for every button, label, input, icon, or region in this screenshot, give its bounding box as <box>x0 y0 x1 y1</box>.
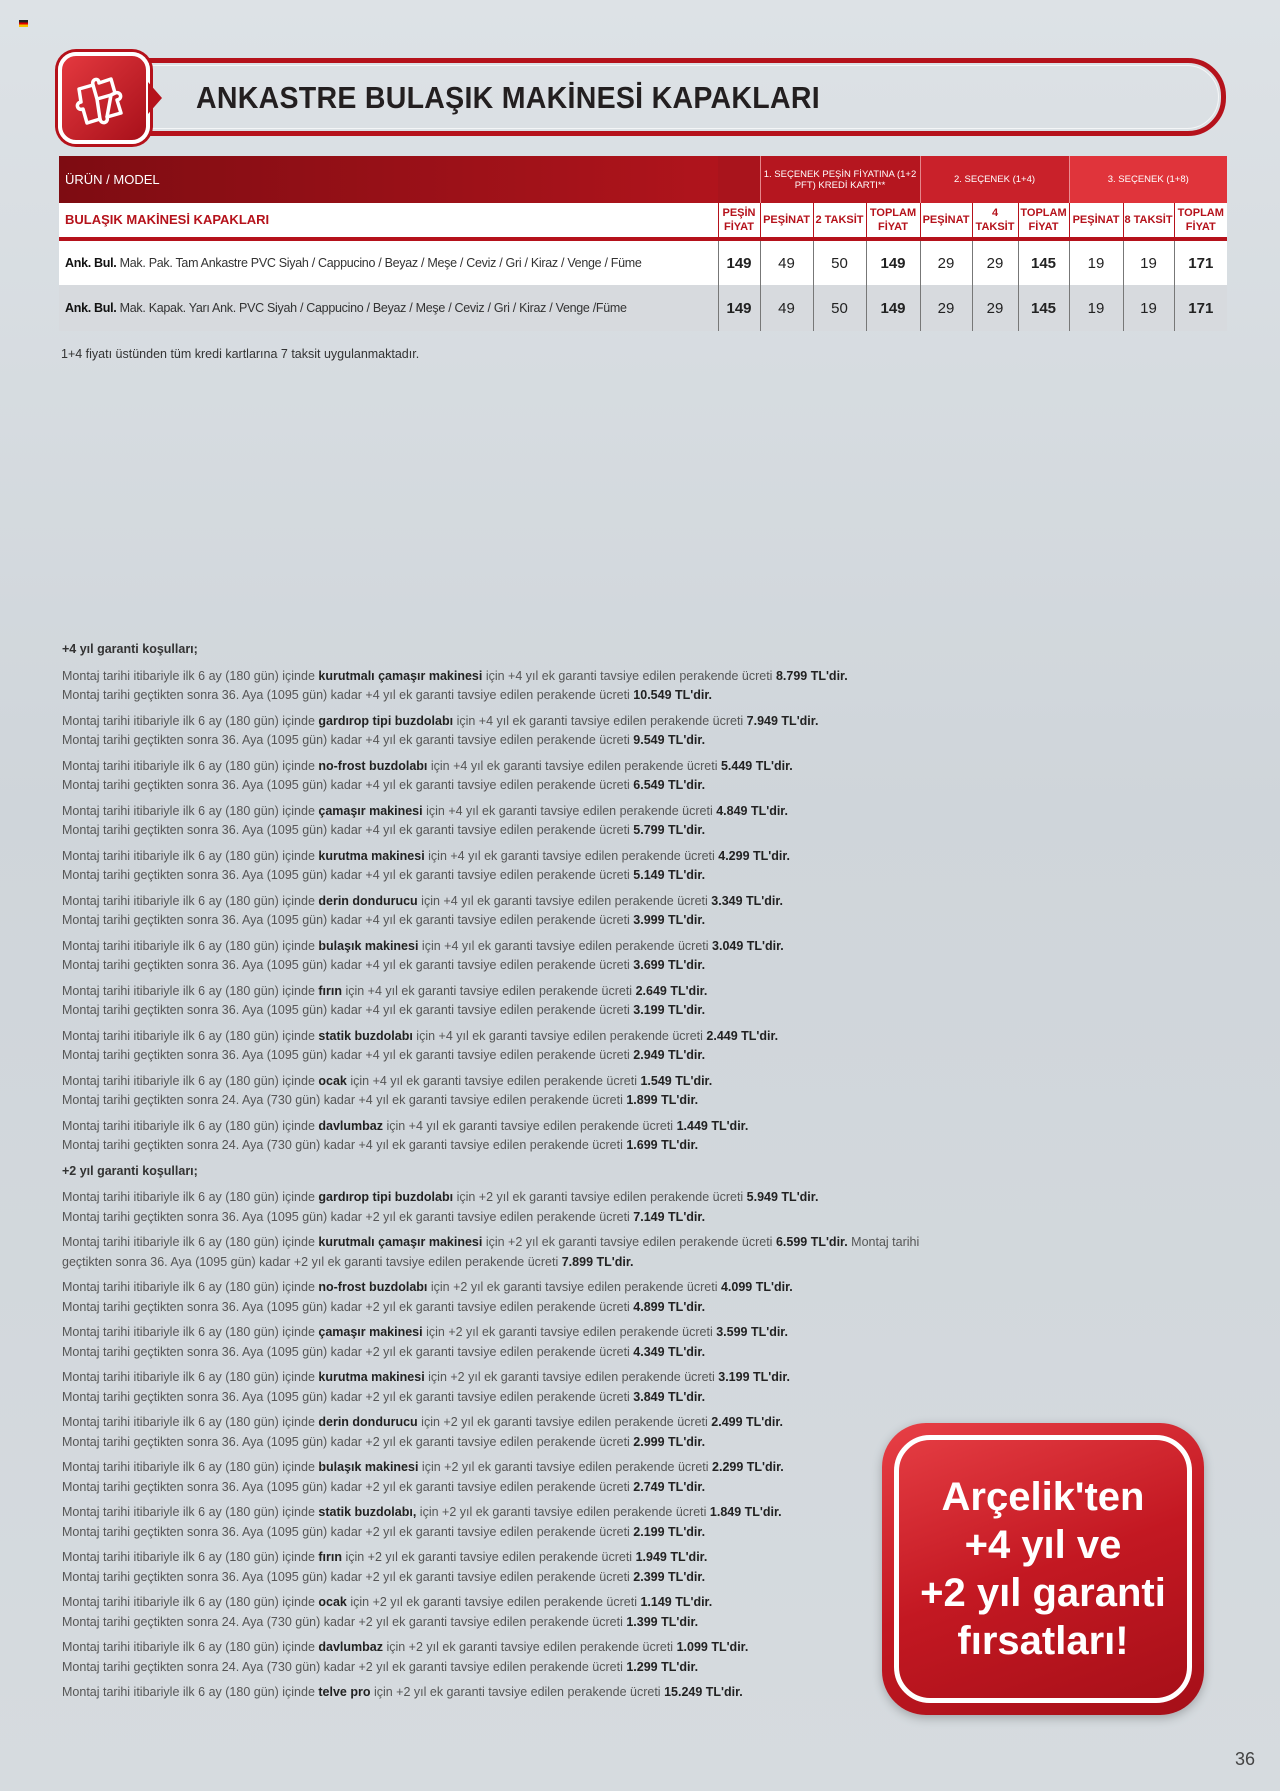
warranty-product: statik buzdolabı <box>318 1028 413 1043</box>
warranty-price1: 4.849 TL'dir. <box>716 803 788 818</box>
col-header: TOPLAM FİYAT <box>1018 203 1069 239</box>
table-cell: 19 <box>1123 285 1174 331</box>
table-cell: 49 <box>760 239 813 285</box>
puzzle-icon <box>73 67 135 129</box>
warranty2-list <box>62 1188 942 1703</box>
warranty-price2: 2.749 TL'dir. <box>633 1479 706 1494</box>
warranty-product: derin dondurucu <box>318 1415 418 1429</box>
warranty-mid: için +2 yıl ek garanti tavsiye edilen perakende ücreti <box>416 1505 710 1519</box>
warranty-line2: Montaj tarihi geçtikten sonra 24. Aya (730 gün) kadar +4 yıl ek garanti tavsiye edilen perakende ücreti <box>62 1138 627 1152</box>
table-cell: 149 <box>866 239 920 285</box>
warranty2-heading: +2 yıl garanti koşulları; <box>62 1163 198 1178</box>
warranty-pre: Montaj tarihi itibariyle ilk 6 ay (180 gün) içinde <box>62 1235 319 1249</box>
warranty-mid: için +2 yıl ek garanti tavsiye edilen perakende ücreti <box>341 1550 636 1564</box>
warranty-item <box>62 1683 942 1703</box>
warranty-mid: için +4 yıl ek garanti tavsiye edilen perakende ücreti <box>412 1028 707 1043</box>
warranty-terms <box>62 640 942 1709</box>
warranty-mid: için +4 yıl ek garanti tavsiye edilen perakende ücreti <box>424 848 719 863</box>
warranty-product: kurutmalı çamaşır makinesi <box>318 668 483 683</box>
warranty-item <box>62 1458 942 1497</box>
warranty-product: kurutmalı çamaşır makinesi <box>318 1235 483 1249</box>
warranty-line2: Montaj tarihi geçtikten sonra 36. Aya (1095 gün) kadar +4 yıl ek garanti tavsiye edilen perakende ücreti <box>62 958 634 972</box>
warranty-price2: 1.399 TL'dir. <box>626 1614 699 1629</box>
warranty-price2: 10.549 TL'dir. <box>633 688 713 702</box>
warranty-item <box>62 1548 942 1587</box>
warranty-pre: Montaj tarihi itibariyle ilk 6 ay (180 gün) içinde <box>62 668 319 683</box>
warranty-mid: için +4 yıl ek garanti tavsiye edilen perakende ücreti <box>427 758 721 773</box>
warranty-price2: 3.999 TL'dir. <box>633 913 706 927</box>
installment-note: 1+4 fiyatı üstünden tüm kredi kartlarına 7 taksit uygulanmaktadır. <box>61 347 420 361</box>
warranty-price1: 7.949 TL'dir. <box>746 713 819 728</box>
warranty-mid: için +2 yıl ek garanti tavsiye edilen perakende ücreti <box>424 1370 719 1384</box>
warranty-product: fırın <box>318 983 342 998</box>
warranty-mid: için +2 yıl ek garanti tavsiye edilen perakende ücreti <box>453 1190 747 1204</box>
warranty-price1: 1.849 TL'dir. <box>709 1505 782 1519</box>
warranty-line2: Montaj tarihi geçtikten sonra 36. Aya (1095 gün) kadar +2 yıl ek garanti tavsiye edilen perakende ücreti <box>62 1389 634 1404</box>
table-cell: 19 <box>1069 285 1123 331</box>
page-title: ANKASTRE BULAŞIK MAKİNESİ KAPAKLARI <box>196 80 820 115</box>
warranty-pre: Montaj tarihi itibariyle ilk 6 ay (180 gün) içinde <box>62 1550 319 1564</box>
page-number: 36 <box>1235 1749 1256 1769</box>
warranty-line2: Montaj tarihi geçtikten sonra 36. Aya (1095 gün) kadar +4 yıl ek garanti tavsiye edilen perakende ücreti <box>62 1003 634 1017</box>
warranty-line2: Montaj tarihi geçtikten sonra 36. Aya (1095 gün) kadar +4 yıl ek garanti tavsiye edilen perakende ücreti <box>62 868 634 882</box>
logo-arrow <box>148 82 162 114</box>
table-cell: 149 <box>866 285 920 331</box>
table-cell: 29 <box>972 239 1018 285</box>
warranty-item <box>62 667 942 706</box>
table-cell: 145 <box>1018 285 1069 331</box>
warranty-product: no-frost buzdolabı <box>318 758 428 773</box>
warranty-price1: 3.049 TL'dir. <box>712 938 784 953</box>
warranty-price1: 5.949 TL'dir. <box>746 1190 819 1204</box>
table-cell: 145 <box>1018 239 1069 285</box>
warranty-price2: 2.999 TL'dir. <box>633 1434 706 1449</box>
warranty-product: no-frost buzdolabı <box>318 1280 428 1294</box>
warranty-item <box>62 892 942 931</box>
warranty-price2: 1.899 TL'dir. <box>626 1093 699 1107</box>
warranty-price2: 2.399 TL'dir. <box>633 1569 706 1584</box>
warranty-product: kurutma makinesi <box>318 848 425 863</box>
warranty-mid: için +2 yıl ek garanti tavsiye edilen perakende ücreti <box>417 1415 712 1429</box>
warranty-item <box>62 937 942 976</box>
warranty-product: davlumbaz <box>318 1640 383 1654</box>
option1-header: 1. SEÇENEK PEŞİN FİYATINA (1+2 PFT) KREDİ KARTI** <box>760 156 920 203</box>
col-header: 4 TAKSİT <box>972 203 1018 239</box>
warranty-price2: 9.549 TL'dir. <box>633 733 706 747</box>
promo-text <box>920 1473 1166 1665</box>
warranty-price1: 3.599 TL'dir. <box>716 1325 788 1339</box>
warranty-pre: Montaj tarihi itibariyle ilk 6 ay (180 gün) içinde <box>62 1190 319 1204</box>
warranty-price2: 2.949 TL'dir. <box>633 1048 706 1062</box>
warranty-pre: Montaj tarihi itibariyle ilk 6 ay (180 gün) içinde <box>62 1505 319 1519</box>
warranty-price2: 3.849 TL'dir. <box>633 1389 706 1404</box>
warranty-mid: için +2 yıl ek garanti tavsiye edilen perakende ücreti <box>418 1460 713 1474</box>
warranty-mid: için +2 yıl ek garanti tavsiye edilen perakende ücreti <box>346 1595 641 1609</box>
warranty-line2: Montaj tarihi geçtikten sonra 36. Aya (1095 gün) kadar +2 yıl ek garanti tavsiye edilen perakende ücreti <box>62 1434 634 1449</box>
table-cell: 19 <box>1123 239 1174 285</box>
warranty-price1: 6.599 TL'dir. <box>775 1235 848 1249</box>
col-header: PEŞİNAT <box>920 203 972 239</box>
warranty-item <box>62 1027 942 1066</box>
table-cell: 29 <box>972 285 1018 331</box>
warranty-mid: için +4 yıl ek garanti tavsiye edilen perakende ücreti <box>418 938 713 953</box>
warranty-price1: 2.449 TL'dir. <box>706 1028 779 1043</box>
warranty-pre: Montaj tarihi itibariyle ilk 6 ay (180 gün) içinde <box>62 893 319 908</box>
promo-line: +2 yıl garanti <box>920 1571 1166 1615</box>
warranty-price1: 3.199 TL'dir. <box>718 1370 791 1384</box>
warranty-line2: Montaj tarihi geçtikten sonra 36. Aya (1095 gün) kadar +2 yıl ek garanti tavsiye edilen perakende ücreti <box>62 1524 634 1539</box>
warranty-price1: 4.299 TL'dir. <box>718 848 791 863</box>
warranty-item <box>62 1323 942 1362</box>
warranty-mid: için +4 yıl ek garanti tavsiye edilen perakende ücreti <box>417 893 712 908</box>
warranty-pre: Montaj tarihi itibariyle ilk 6 ay (180 gün) içinde <box>62 1370 319 1384</box>
warranty-item <box>62 982 942 1021</box>
table-cell: 49 <box>760 285 813 331</box>
warranty-pre: Montaj tarihi itibariyle ilk 6 ay (180 gün) içinde <box>62 1028 319 1043</box>
warranty-line2: Montaj tarihi geçtikten sonra 36. Aya (1095 gün) kadar +4 yıl ek garanti tavsiye edilen perakende ücreti <box>62 913 634 927</box>
warranty-pre: Montaj tarihi itibariyle ilk 6 ay (180 gün) içinde <box>62 938 319 953</box>
warranty-product: statik buzdolabı, <box>318 1505 417 1519</box>
warranty-product: derin dondurucu <box>318 893 418 908</box>
warranty-mid: için +2 yıl ek garanti tavsiye edilen perakende ücreti <box>482 1235 776 1249</box>
table-cell: 171 <box>1174 239 1227 285</box>
warranty-line2: Montaj tarihi geçtikten sonra 36. Aya (1095 gün) kadar +2 yıl ek garanti tavsiye edilen perakende ücreti <box>62 1209 634 1224</box>
table-cell: 50 <box>813 285 866 331</box>
warranty-item <box>62 712 942 751</box>
warranty-price1: 1.149 TL'dir. <box>640 1595 713 1609</box>
warranty-price1: 1.549 TL'dir. <box>640 1073 713 1088</box>
warranty-price1: 1.449 TL'dir. <box>676 1118 749 1133</box>
col-header: PEŞİNAT <box>760 203 813 239</box>
warranty-price2: 5.149 TL'dir. <box>633 868 706 882</box>
warranty-pre: Montaj tarihi itibariyle ilk 6 ay (180 gün) içinde <box>62 1685 319 1699</box>
warranty-pre: Montaj tarihi itibariyle ilk 6 ay (180 gün) içinde <box>62 803 319 818</box>
warranty-mid: için +4 yıl ek garanti tavsiye edilen perakende ücreti <box>341 983 636 998</box>
promo-badge <box>882 1423 1204 1715</box>
warranty-pre: Montaj tarihi itibariyle ilk 6 ay (180 gün) içinde <box>62 713 319 728</box>
promo-frame <box>894 1435 1192 1703</box>
price-table <box>59 156 1227 331</box>
warranty-pre: Montaj tarihi itibariyle ilk 6 ay (180 gün) içinde <box>62 1640 319 1654</box>
warranty-product: fırın <box>318 1550 342 1564</box>
warranty-line2: Montaj tarihi geçtikten sonra 36. Aya (1095 gün) kadar +2 yıl ek garanti tavsiye edilen perakende ücreti <box>62 1344 634 1359</box>
warranty-price1: 15.249 TL'dir. <box>664 1685 743 1699</box>
warranty-price2: 1.299 TL'dir. <box>626 1659 699 1674</box>
warranty-price1: 2.649 TL'dir. <box>635 983 708 998</box>
warranty-price2: 2.199 TL'dir. <box>633 1524 706 1539</box>
warranty-product: ocak <box>318 1595 347 1609</box>
warranty-mid: için +2 yıl ek garanti tavsiye edilen perakende ücreti <box>422 1325 717 1339</box>
warranty-item <box>62 1117 942 1156</box>
warranty-price1: 1.949 TL'dir. <box>635 1550 708 1564</box>
warranty-mid: için +2 yıl ek garanti tavsiye edilen perakende ücreti <box>427 1280 721 1294</box>
warranty-product: telve pro <box>318 1685 371 1699</box>
warranty-pre: Montaj tarihi itibariyle ilk 6 ay (180 gün) içinde <box>62 1325 319 1339</box>
warranty-price1: 2.499 TL'dir. <box>711 1415 784 1429</box>
warranty-item <box>62 1593 942 1632</box>
col-header: TOPLAM FİYAT <box>1174 203 1227 239</box>
table-cell: 149 <box>718 285 760 331</box>
warranty-price1: 8.799 TL'dir. <box>775 668 848 683</box>
table-cell: 29 <box>920 285 972 331</box>
warranty-line2: Montaj tarihi geçtikten sonra 36. Aya (1095 gün) kadar +2 yıl ek garanti tavsiye edilen perakende ücreti <box>62 1479 634 1494</box>
warranty-item <box>62 1413 942 1452</box>
col-header: 8 TAKSİT <box>1123 203 1174 239</box>
warranty-price2: 4.349 TL'dir. <box>633 1344 706 1359</box>
warranty-product: gardırop tipi buzdolabı <box>318 713 454 728</box>
warranty-price2: 3.199 TL'dir. <box>633 1003 706 1017</box>
warranty-pre: Montaj tarihi itibariyle ilk 6 ay (180 gün) içinde <box>62 758 319 773</box>
promo-line: +4 yıl ve <box>964 1523 1122 1567</box>
warranty-mid: için +2 yıl ek garanti tavsiye edilen perakende ücreti <box>382 1640 677 1654</box>
warranty-price2: 4.899 TL'dir. <box>633 1299 706 1314</box>
category-label: BULAŞIK MAKİNESİ KAPAKLARI <box>59 203 718 239</box>
warranty-mid: için +4 yıl ek garanti tavsiye edilen perakende ücreti <box>453 713 747 728</box>
warranty-price2: 5.799 TL'dir. <box>633 823 706 837</box>
warranty-price1: 2.299 TL'dir. <box>712 1460 784 1474</box>
warranty-price1: 4.099 TL'dir. <box>720 1280 793 1294</box>
warranty-pre: Montaj tarihi itibariyle ilk 6 ay (180 gün) içinde <box>62 848 319 863</box>
warranty-mid: için +4 yıl ek garanti tavsiye edilen perakende ücreti <box>482 668 776 683</box>
warranty-price2: 7.149 TL'dir. <box>633 1209 706 1224</box>
warranty-price1: 1.099 TL'dir. <box>676 1640 749 1654</box>
product-cell: Ank. Bul. Mak. Pak. Tam Ankastre PVC Siyah / Cappucino / Beyaz / Meşe / Ceviz / Gri / Kiraz / Venge / Füme <box>59 239 718 285</box>
warranty-product: ocak <box>318 1073 347 1088</box>
warranty-pre: Montaj tarihi itibariyle ilk 6 ay (180 gün) içinde <box>62 1460 319 1474</box>
warranty-pre: Montaj tarihi itibariyle ilk 6 ay (180 gün) içinde <box>62 1073 319 1088</box>
warranty-mid: için +4 yıl ek garanti tavsiye edilen perakende ücreti <box>346 1073 641 1088</box>
warranty-line2: Montaj tarihi geçtikten sonra 36. Aya (1095 gün) kadar +2 yıl ek garanti tavsiye edilen perakende ücreti <box>62 1569 634 1584</box>
warranty-line2: Montaj tarihi geçtikten sonra 36. Aya (1095 gün) kadar +2 yıl ek garanti tavsiye edilen perakende ücreti <box>62 1299 634 1314</box>
warranty-item <box>62 1233 942 1272</box>
warranty-price1: 3.349 TL'dir. <box>711 893 784 908</box>
col-header: PEŞİN FİYAT <box>718 203 760 239</box>
table-cell: 149 <box>718 239 760 285</box>
warranty-pre: Montaj tarihi itibariyle ilk 6 ay (180 gün) içinde <box>62 983 319 998</box>
table-cell: 19 <box>1069 239 1123 285</box>
warranty-line2: Montaj tarihi geçtikten sonra 36. Aya (1095 gün) kadar +4 yıl ek garanti tavsiye edilen perakende ücreti <box>62 733 634 747</box>
warranty-pre: Montaj tarihi itibariyle ilk 6 ay (180 gün) içinde <box>62 1280 319 1294</box>
warranty-product: çamaşır makinesi <box>318 803 423 818</box>
warranty-item <box>62 1278 942 1317</box>
warranty4-heading: +4 yıl garanti koşulları; <box>62 642 198 656</box>
warranty4-list <box>62 667 942 1156</box>
table-row <box>59 285 1227 331</box>
table-cell: 171 <box>1174 285 1227 331</box>
warranty-mid: için +2 yıl ek garanti tavsiye edilen perakende ücreti <box>370 1685 665 1699</box>
warranty-line2: Montaj tarihi geçtikten sonra 24. Aya (730 gün) kadar +4 yıl ek garanti tavsiye edilen perakende ücreti <box>62 1093 627 1107</box>
warranty-price2: 6.549 TL'dir. <box>633 778 706 792</box>
warranty-pre: Montaj tarihi itibariyle ilk 6 ay (180 gün) içinde <box>62 1118 319 1133</box>
warranty-item <box>62 1503 942 1542</box>
warranty-price2: 7.899 TL'dir. <box>561 1254 634 1269</box>
warranty-product: çamaşır makinesi <box>318 1325 423 1339</box>
warranty-pre: Montaj tarihi itibariyle ilk 6 ay (180 gün) içinde <box>62 1415 319 1429</box>
col-header: 2 TAKSİT <box>813 203 866 239</box>
warranty-product: bulaşık makinesi <box>318 938 419 953</box>
warranty-product: davlumbaz <box>318 1118 383 1133</box>
warranty-item <box>62 757 942 796</box>
product-cell: Ank. Bul. Mak. Kapak. Yarı Ank. PVC Siyah / Cappucino / Beyaz / Meşe / Ceviz / Gri / Kiraz / Venge /Füme <box>59 285 718 331</box>
warranty-line2: Montaj tarihi geçtikten sonra 36. Aya (1095 gün) kadar +4 yıl ek garanti tavsiye edilen perakende ücreti <box>62 1048 634 1062</box>
promo-line: Arçelik'ten <box>941 1475 1145 1519</box>
table-row <box>59 239 1227 285</box>
warranty-line2: Montaj tarihi geçtikten sonra 36. Aya (1095 gün) kadar +2 yıl ek garanti tavsiye edilen perakende ücreti <box>62 1235 920 1269</box>
option3-header: 3. SEÇENEK (1+8) <box>1069 156 1227 203</box>
warranty-product: bulaşık makinesi <box>318 1460 419 1474</box>
warranty-mid: için +4 yıl ek garanti tavsiye edilen perakende ücreti <box>422 803 717 818</box>
table-cell: 29 <box>920 239 972 285</box>
warranty-item <box>62 847 942 886</box>
warranty-line2: Montaj tarihi geçtikten sonra 24. Aya (730 gün) kadar +2 yıl ek garanti tavsiye edilen perakende ücreti <box>62 1659 627 1674</box>
warranty-line2: Montaj tarihi geçtikten sonra 36. Aya (1095 gün) kadar +4 yıl ek garanti tavsiye edilen perakende ücreti <box>62 778 634 792</box>
warranty-item <box>62 802 942 841</box>
puzzle-logo <box>58 52 150 144</box>
warranty-price2: 1.699 TL'dir. <box>626 1138 699 1152</box>
warranty-line2: Montaj tarihi geçtikten sonra 36. Aya (1095 gün) kadar +4 yıl ek garanti tavsiye edilen perakende ücreti <box>62 688 634 702</box>
warranty-price2: 3.699 TL'dir. <box>633 958 706 972</box>
promo-line: fırsatları! <box>957 1619 1129 1663</box>
table-cell: 50 <box>813 239 866 285</box>
warranty-item <box>62 1368 942 1407</box>
warranty-product: kurutma makinesi <box>318 1370 425 1384</box>
flag-icon <box>19 20 28 27</box>
warranty-item <box>62 1638 942 1677</box>
warranty-line2: Montaj tarihi geçtikten sonra 36. Aya (1095 gün) kadar +4 yıl ek garanti tavsiye edilen perakende ücreti <box>62 823 634 837</box>
warranty-line2: Montaj tarihi geçtikten sonra 24. Aya (730 gün) kadar +2 yıl ek garanti tavsiye edilen perakende ücreti <box>62 1614 627 1629</box>
col-header: PEŞİNAT <box>1069 203 1123 239</box>
warranty-item <box>62 1188 942 1227</box>
warranty-price1: 5.449 TL'dir. <box>720 758 793 773</box>
product-column-header: ÜRÜN / MODEL <box>59 156 718 203</box>
warranty-pre: Montaj tarihi itibariyle ilk 6 ay (180 gün) içinde <box>62 1595 319 1609</box>
warranty-product: gardırop tipi buzdolabı <box>318 1190 454 1204</box>
col-header: TOPLAM FİYAT <box>866 203 920 239</box>
warranty-mid: için +4 yıl ek garanti tavsiye edilen perakende ücreti <box>382 1118 677 1133</box>
option2-header: 2. SEÇENEK (1+4) <box>920 156 1069 203</box>
warranty-item <box>62 1072 942 1111</box>
